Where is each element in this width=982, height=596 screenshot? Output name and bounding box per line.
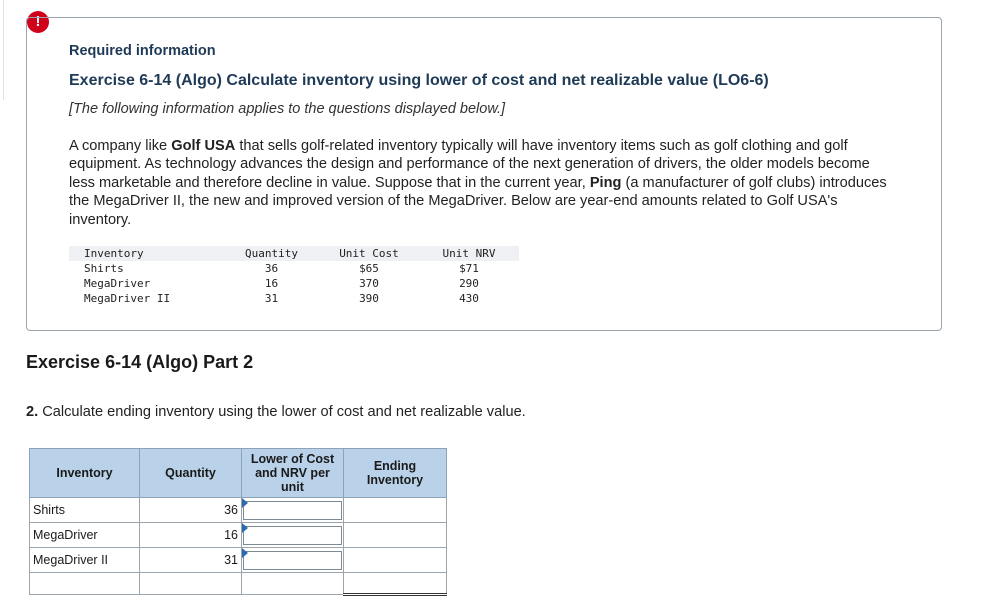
left-panel-edge xyxy=(0,0,4,100)
table-row xyxy=(69,261,519,276)
inventory-data-table xyxy=(69,246,519,306)
answer-col-inventory: Inventory xyxy=(30,449,140,498)
answer-item-label: MegaDriver II xyxy=(30,548,140,573)
table-row xyxy=(69,276,519,291)
alert-icon: ! xyxy=(27,11,49,33)
para-bold-ping: Ping xyxy=(589,174,622,191)
table-row xyxy=(69,291,519,306)
ending-inventory-cell xyxy=(344,548,447,573)
answer-header-row xyxy=(30,449,447,498)
table-row xyxy=(30,498,447,523)
answer-col-lcnrv: Lower of Cost and NRV per unit xyxy=(242,449,344,498)
lcnrv-input-megadriver-ii[interactable] xyxy=(243,551,342,570)
cell-unit-nrv: $71 xyxy=(459,262,479,275)
cell-unit-nrv: 430 xyxy=(459,292,479,305)
answer-item-label: Shirts xyxy=(30,498,140,523)
ending-inventory-cell xyxy=(344,498,447,523)
answer-quantity: 31 xyxy=(140,548,242,573)
input-marker-icon xyxy=(242,498,248,508)
para-text-1: A company like xyxy=(69,138,172,154)
scenario-paragraph xyxy=(69,137,899,229)
lcnrv-cell xyxy=(242,498,344,523)
question-text xyxy=(26,404,526,420)
cell-inventory: MegaDriver xyxy=(84,277,151,290)
total-row xyxy=(30,573,447,595)
answer-col-quantity: Quantity xyxy=(140,449,242,498)
cell-inventory: MegaDriver II xyxy=(84,292,171,305)
col-header-inventory: Inventory xyxy=(84,247,144,260)
answer-quantity: 16 xyxy=(140,523,242,548)
part-title: Exercise 6-14 (Algo) Part 2 xyxy=(26,352,254,372)
cell-unit-cost: $65 xyxy=(359,262,379,275)
lcnrv-cell xyxy=(242,523,344,548)
para-bold-golf-usa: Golf USA xyxy=(171,138,236,154)
total-quantity-cell xyxy=(140,573,242,595)
input-marker-icon xyxy=(242,548,248,558)
total-label-cell xyxy=(30,573,140,595)
total-lcnrv-cell xyxy=(242,573,344,595)
cell-quantity: 36 xyxy=(264,262,279,275)
total-ending-inventory-cell xyxy=(344,573,447,595)
lcnrv-input-shirts[interactable] xyxy=(243,501,342,520)
answer-quantity: 36 xyxy=(140,498,242,523)
cell-quantity: 31 xyxy=(264,292,279,305)
para-text-3: (a manufacturer of golf clubs) introduces the MegaDriver II, the new and improved version of the MegaDriver. Below are year-end amounts related to Golf USA's inventory. xyxy=(69,174,887,228)
col-header-quantity: Quantity xyxy=(245,247,298,260)
col-header-unit-cost: Unit Cost xyxy=(339,247,399,260)
cell-inventory: Shirts xyxy=(84,262,124,275)
question-body: Calculate ending inventory using the lower of cost and net realizable value. xyxy=(38,404,526,420)
table-row xyxy=(30,548,447,573)
lcnrv-cell xyxy=(242,548,344,573)
cell-unit-cost: 370 xyxy=(359,277,379,290)
table-row xyxy=(30,523,447,548)
inventory-data-header-row xyxy=(69,246,519,261)
input-marker-icon xyxy=(242,523,248,533)
cell-unit-nrv: 290 xyxy=(459,277,479,290)
applies-note: [The following information applies to the questions displayed below.] xyxy=(69,101,506,117)
answer-item-label: MegaDriver xyxy=(30,523,140,548)
ending-inventory-cell xyxy=(344,523,447,548)
question-number: 2. xyxy=(26,404,39,420)
col-header-unit-nrv: Unit NRV xyxy=(442,247,496,260)
cell-quantity: 16 xyxy=(264,277,279,290)
answer-col-ending-inventory: Ending Inventory xyxy=(344,449,447,498)
exercise-title: Exercise 6-14 (Algo) Calculate inventory using lower of cost and net realizable value (LO6-6) xyxy=(69,72,769,89)
answer-table xyxy=(29,448,447,596)
para-text-2: that sells golf-related inventory typically will have inventory items such as golf clothing and golf equipment. As technology advances the design and performance of the next generation of drivers, the older models become less marketable and therefore decline in value. Suppose that in the current year, xyxy=(69,138,870,191)
cell-unit-cost: 390 xyxy=(359,292,379,305)
required-information-label: Required information xyxy=(69,43,216,59)
lcnrv-input-megadriver[interactable] xyxy=(243,526,342,545)
